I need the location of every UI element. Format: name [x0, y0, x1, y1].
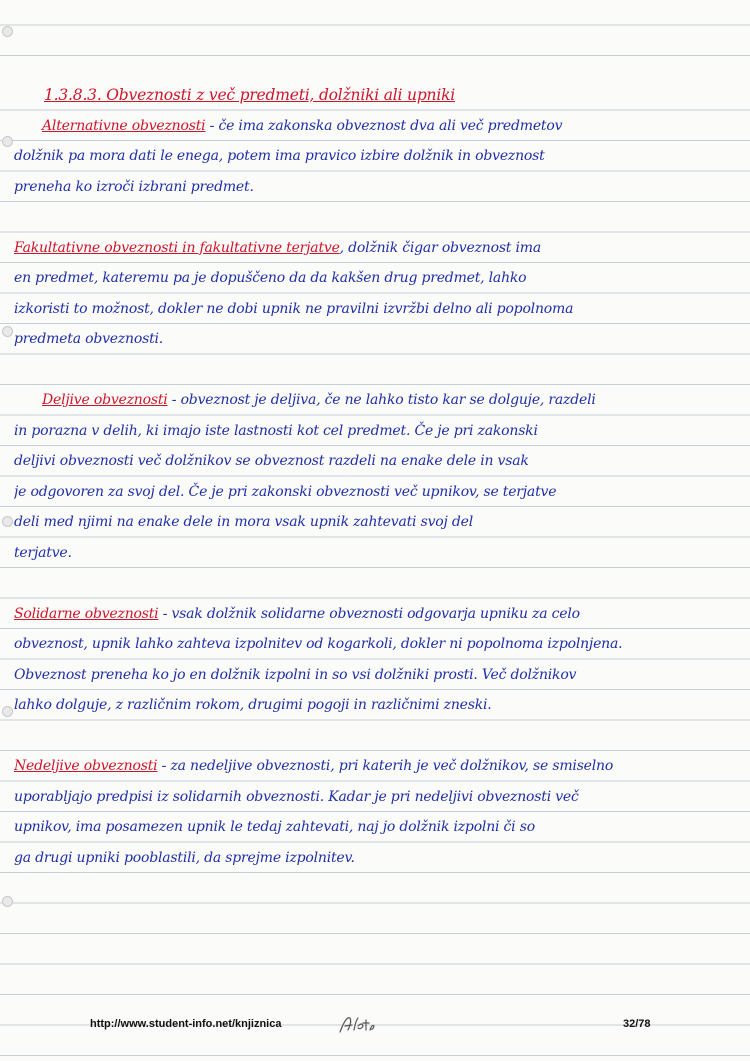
- paragraph-line: deli med njimi na enake dele in mora vsak upnik zahtevati svoj del: [14, 514, 474, 530]
- paragraph-line: en predmet, kateremu pa je dopuščeno da da kakšen drug predmet, lahko: [14, 270, 527, 286]
- punch-hole: [2, 26, 13, 37]
- paragraph-line: je odgovoren za svoj del. Če je pri zakonski obveznosti več upnikov, se terjatve: [14, 483, 557, 500]
- punch-hole: [2, 706, 13, 717]
- blank-line: [14, 355, 744, 386]
- blank-line: [14, 202, 744, 233]
- term-deljive: Deljive obveznosti: [42, 392, 168, 408]
- paragraph-line: dolžnik pa mora dati le enega, potem ima pravico izbire dolžnik in obveznost: [14, 148, 545, 164]
- page-footer: [0, 1010, 750, 1040]
- paragraph-line: ga drugi upniki pooblastili, da sprejme izpolnitev.: [14, 849, 355, 866]
- paragraph-line: izkoristi to možnost, dokler ne dobi upnik ne pravilni izvržbi delno ali popolnoma: [14, 300, 574, 317]
- page-number: 32/78: [623, 1018, 651, 1030]
- paragraph-line: preneha ko izroči izbrani predmet.: [14, 178, 254, 195]
- blank-line: [14, 721, 744, 752]
- paragraph-line: Alternativne obveznosti - če ima zakonska obveznost dva ali več predmetov: [42, 117, 563, 134]
- footer-url[interactable]: http://www.student-info.net/knjiznica: [90, 1018, 282, 1030]
- term-fakultativne: Fakultativne obveznosti in fakultativne terjatve: [14, 239, 340, 256]
- aleta-logo-icon: [336, 1012, 376, 1036]
- paragraph-line: Nedeljive obveznosti - za nedeljive obveznosti, pri katerih je več dolžnikov, se smiselno: [14, 758, 614, 774]
- paragraph-line: Solidarne obveznosti - vsak dolžnik solidarne obveznosti odgovarja upniku za celo: [14, 605, 580, 622]
- section-heading: 1.3.8.3. Obveznosti z več predmeti, dolžniki ali upniki: [44, 86, 456, 104]
- paragraph-line: deljivi obveznosti več dolžnikov se obveznost razdeli na enake dele in vsak: [14, 453, 529, 469]
- punch-hole: [2, 896, 13, 907]
- punch-hole: [2, 516, 13, 527]
- paragraph-line: Obveznost preneha ko jo en dolžnik izpolni in so vsi dolžniki prosti. Več dolžnikov: [14, 666, 577, 683]
- handwritten-notes: [14, 80, 744, 873]
- paragraph-line: predmeta obveznosti.: [14, 331, 164, 347]
- punch-holes: [2, 0, 14, 1061]
- paragraph-line: upnikov, ima posamezen upnik le tedaj zahtevati, naj jo dolžnik izpolni či so: [14, 819, 535, 835]
- blank-line: [14, 568, 744, 599]
- punch-hole: [2, 136, 13, 147]
- paragraph-line: lahko dolguje, z različnim rokom, drugimi pogoji in različnimi zneski.: [14, 697, 492, 713]
- paragraph-line: terjatve.: [14, 544, 72, 561]
- term-alternativne: Alternativne obveznosti: [42, 117, 206, 134]
- paragraph-line: uporabljajo predpisi iz solidarnih obveznosti. Kadar je pri nedeljivi obveznosti več: [14, 788, 579, 805]
- paragraph-line: Fakultativne obveznosti in fakultativne terjatve, dolžnik čigar obveznost ima: [14, 239, 541, 256]
- paragraph-line: obveznost, upnik lahko zahteva izpolnitev od kogarkoli, dokler ni popolnoma izpolnjena.: [14, 636, 623, 652]
- paragraph-line: in porazna v delih, ki imajo iste lastnosti kot cel predmet. Če je pri zakonski: [14, 422, 538, 439]
- term-solidarne: Solidarne obveznosti: [14, 605, 159, 622]
- term-nedeljive: Nedeljive obveznosti: [14, 758, 158, 774]
- punch-hole: [2, 326, 13, 337]
- paragraph-line: Deljive obveznosti - obveznost je deljiva, če ne lahko tisto kar se dolguje, razdeli: [42, 392, 596, 408]
